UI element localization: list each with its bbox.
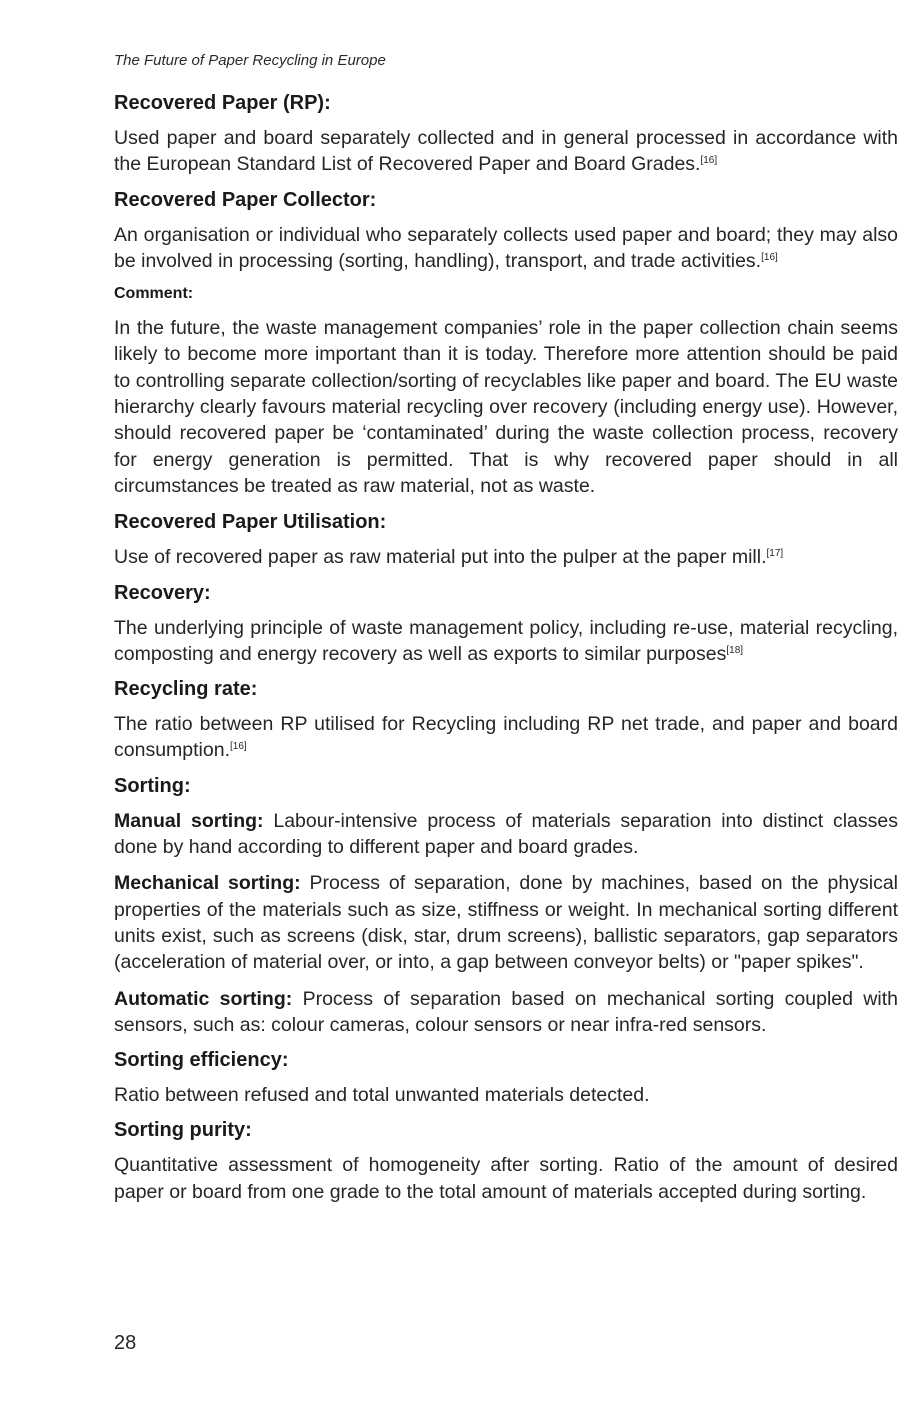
entry-recovered-paper-utilisation [114,510,898,570]
term-definition [114,711,898,764]
automatic-sorting-definition [114,986,898,1039]
subterm-lead: Automatic sorting: [114,987,293,1010]
term-heading: Recovery: [114,581,211,604]
page-number: 28 [114,1332,137,1354]
term-heading: Recovered Paper Utilisation: [114,511,387,534]
entry-sorting [114,774,898,1038]
definition-text: Used paper and board separately collected and in general processed in accordance with the European Standard List of Recovered Paper and Board Grades. [114,127,898,176]
term-heading: Recovered Paper Collector: [114,188,377,211]
term-heading: Recycling rate: [114,678,258,701]
term-definition: Quantitative assessment of homogeneity after sorting. Ratio of the amount of desired paper or board from one grade to the total amount of materials accepted during sorting. [114,1154,898,1203]
term-heading: Sorting efficiency: [114,1049,289,1072]
term-heading: Sorting purity: [114,1119,252,1142]
mechanical-sorting-definition [114,870,898,975]
citation-reference: [17] [766,548,784,560]
entry-recycling-rate [114,677,898,764]
comment-text: In the future, the waste management companies’ role in the paper collection chain seems likely to become more important than it is today. Therefore more attention should be paid to controlling separate collection/sorting of recyclables like paper and board. The EU waste hierarchy clearly favours material recycling over recovery (including energy use). However, should recovered paper be ‘contaminated’ during the waste collection process, recovery for energy generation is permitted. That is why recovered paper should in all circumstances be treated as raw material, not as waste. [114,317,898,497]
term-definition [114,222,898,275]
definition-text: Labour-intensive process of materials separation into distinct classes done by hand according to different paper and board grades. [114,809,898,859]
document-page [114,52,898,1215]
comment-heading: Comment: [114,285,194,303]
citation-reference: [16] [229,741,247,753]
definition-text: An organisation or individual who separately collects used paper and board; they may also be involved in processing (sorting, handling), transport, and trade activities. [114,223,898,272]
citation-reference: [18] [726,644,744,656]
entry-sorting-efficiency [114,1048,898,1108]
entry-comment [114,284,898,499]
running-header: The Future of Paper Recycling in Europe [114,52,386,69]
entry-recovered-paper [114,91,898,178]
definition-text: Process of separation, done by machines, based on the physical properties of the materials such as size, stiffness or weight. In mechanical sorting different units exist, such as screens (disk, star, drum screens), ballistic separators, gap separators (acceleration of material over, or into, a gap between conveyor belts) or "paper spikes". [114,872,898,974]
entry-sorting-purity [114,1118,898,1205]
definition-text: The underlying principle of waste management policy, including re-use, material recycling, composting and energy recovery as well as exports to similar purposes [114,616,898,665]
citation-reference: [16] [700,155,718,167]
term-definition: Ratio between refused and total unwanted materials detected. [114,1084,650,1107]
term-definition [114,125,898,178]
citation-reference: [16] [761,251,778,263]
entry-recovery [114,581,898,668]
entry-recovered-paper-collector [114,188,898,275]
definition-text: Process of separation based on mechanical sorting coupled with sensors, such as: colour cameras, colour sensors or near infra-red sensors. [114,987,898,1036]
subterm-lead: Mechanical sorting: [114,872,301,895]
subterm-lead: Manual sorting: [114,809,264,832]
term-definition [114,544,898,570]
term-heading: Recovered Paper (RP): [114,92,331,114]
definition-text: The ratio between RP utilised for Recycling including RP net trade, and paper and board consumption. [114,713,898,762]
manual-sorting-definition [114,808,898,861]
term-heading: Sorting: [114,774,191,797]
term-definition [114,615,898,668]
definition-text: Use of recovered paper as raw material put into the pulper at the paper mill. [114,546,767,569]
